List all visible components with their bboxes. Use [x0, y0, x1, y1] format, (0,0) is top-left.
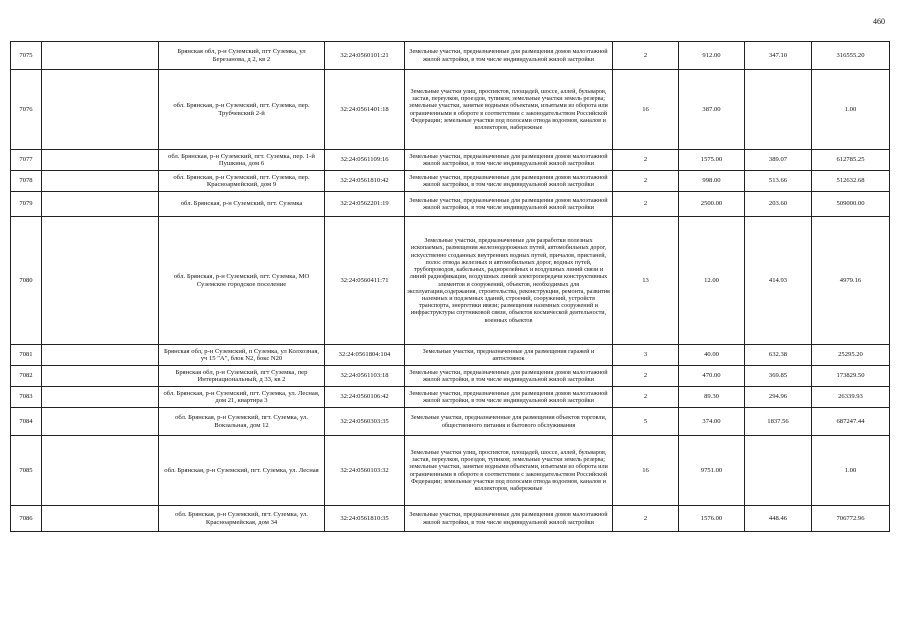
cadastral-number-cell: 32:24:0561109:16 [325, 150, 405, 171]
area-cell: 9751.00 [679, 436, 745, 506]
use-group-cell: 2 [613, 150, 679, 171]
cadastral-value-cell: 316555.20 [812, 42, 890, 70]
address-cell: обл. Брянская, р-н Суземский, пгт. Суземка [159, 192, 325, 217]
use-group-cell: 2 [613, 42, 679, 70]
address-cell: обл. Брянская, р-н Суземский, пгт. Суземка, пер. Красноармейский, дом 9 [159, 171, 325, 192]
table-row [11, 42, 890, 70]
cadastral-value-cell: 1.00 [812, 70, 890, 150]
use-group-cell: 5 [613, 408, 679, 436]
specific-value-cell: 203.60 [745, 192, 812, 217]
row-number: 7076 [11, 70, 42, 150]
specific-value-cell: 414.93 [745, 217, 812, 345]
specific-value-cell [745, 70, 812, 150]
land-use-cell: Земельные участки, предназначенные для разработки полезных ископаемых, размещения железнодорожных путей, автомобильных дорог, искусственно созданных внутренних водных путей, причалов, пристаней, полос отвода железных и автомобильных дорог, водных путей, трубопроводов, кабельных, радиорелейных и воздушных линий связи и линий радиофикации, воздушных линий электропередачи конструктивных элементов и сооружений, объектов, необходимых для эксплуатации,содержания, строительства, реконструкции, ремонта, развития наземных и подземных зданий, строений, сооружений, устройств транспорта, энергетики ивязи; размещения наземных сооружений и инфраструктуры спутниковой связи, объектов космической деятельности, военных объектов [405, 217, 613, 345]
row-number: 7077 [11, 150, 42, 171]
address-cell: обл. Брянская, р-н Суземский, пгт. Суземка, ул. Вокзальная, дом 12 [159, 408, 325, 436]
row-number: 7081 [11, 345, 42, 366]
row-number: 7080 [11, 217, 42, 345]
use-group-cell: 2 [613, 171, 679, 192]
address-cell: обл. Брянская, р-н Суземский, пгт. Суземка, МО Суземское городское поселение [159, 217, 325, 345]
table-row [11, 345, 890, 366]
address-cell: обл. Брянская, р-н Суземский, пгт. Суземка, ул. Лесная [159, 436, 325, 506]
land-use-cell: Земельные участки, предназначенные для размещения объектов торговли, общественного питания и бытового обслуживания [405, 408, 613, 436]
address-cell: обл. Брянская, р-н Суземский, пгт. Суземка, ул. Красноармейская, дом 34 [159, 506, 325, 532]
address-cell: обл. Брянская, р-н Суземский, пгт. Суземка, ул. Лесная, дом 21, квартира 3 [159, 387, 325, 408]
specific-value-cell: 513.66 [745, 171, 812, 192]
use-group-cell: 16 [613, 436, 679, 506]
table-row [11, 192, 890, 217]
address-cell: обл. Брянская, р-н Суземский, пгт. Суземка, пер. 1-й Пушкина, дом 6 [159, 150, 325, 171]
area-cell: 374.00 [679, 408, 745, 436]
use-group-cell: 16 [613, 70, 679, 150]
table-row [11, 150, 890, 171]
table-row [11, 387, 890, 408]
cadastral-number-cell: 32:24:0560106:42 [325, 387, 405, 408]
blank-cell [42, 150, 159, 171]
cadastral-number-cell: 32:24:0562201:19 [325, 192, 405, 217]
row-number: 7084 [11, 408, 42, 436]
use-group-cell: 3 [613, 345, 679, 366]
blank-cell [42, 366, 159, 387]
cadastral-number-cell: 32:24:0561401:18 [325, 70, 405, 150]
cadastral-number-cell: 32:24:0560101:21 [325, 42, 405, 70]
area-cell: 40.00 [679, 345, 745, 366]
land-use-cell: Земельные участки, предназначенные для размещения домов малоэтажной жилой застройки, в том числе индивидуальной жилой застройки [405, 366, 613, 387]
cadastral-number-cell: 32:24:0560303:35 [325, 408, 405, 436]
address-cell: Брянская обл, р-н Суземский, пгт Суземка, пер Интернациональный, д 33, кв 2 [159, 366, 325, 387]
land-use-cell: Земельные участки, предназначенные для размещения гаражей и автостоянок [405, 345, 613, 366]
cadastral-number-cell: 32:24:0560411:71 [325, 217, 405, 345]
blank-cell [42, 192, 159, 217]
cadastral-value-cell: 26339.93 [812, 387, 890, 408]
specific-value-cell: 347.10 [745, 42, 812, 70]
table-row [11, 171, 890, 192]
area-cell: 1575.00 [679, 150, 745, 171]
blank-cell [42, 506, 159, 532]
blank-cell [42, 217, 159, 345]
area-cell: 998.00 [679, 171, 745, 192]
cadastral-value-cell: 509000.00 [812, 192, 890, 217]
area-cell: 89.30 [679, 387, 745, 408]
use-group-cell: 2 [613, 387, 679, 408]
row-number: 7075 [11, 42, 42, 70]
row-number: 7085 [11, 436, 42, 506]
blank-cell [42, 42, 159, 70]
specific-value-cell: 1837.56 [745, 408, 812, 436]
cadastral-value-cell: 687247.44 [812, 408, 890, 436]
row-number: 7083 [11, 387, 42, 408]
table-row [11, 366, 890, 387]
blank-cell [42, 408, 159, 436]
page-number: 460 [873, 17, 885, 26]
specific-value-cell: 294.96 [745, 387, 812, 408]
cadastral-number-cell: 32:24:0561810:35 [325, 506, 405, 532]
row-number: 7079 [11, 192, 42, 217]
address-cell: обл. Брянская, р-н Суземский, пгт. Суземка, пер. Трубчевский 2-й [159, 70, 325, 150]
land-use-cell: Земельные участки, предназначенные для размещения домов малоэтажной жилой застройки, в том числе индивидуальной жилой застройки [405, 171, 613, 192]
specific-value-cell: 448.46 [745, 506, 812, 532]
specific-value-cell: 389.07 [745, 150, 812, 171]
cadastral-number-cell: 32:24:0561804:104 [325, 345, 405, 366]
use-group-cell: 13 [613, 217, 679, 345]
table-row [11, 217, 890, 345]
use-group-cell: 2 [613, 506, 679, 532]
specific-value-cell: 632.38 [745, 345, 812, 366]
area-cell: 12.00 [679, 217, 745, 345]
row-number: 7082 [11, 366, 42, 387]
blank-cell [42, 436, 159, 506]
blank-cell [42, 387, 159, 408]
blank-cell [42, 70, 159, 150]
cadastral-value-cell: 706772.96 [812, 506, 890, 532]
blank-cell [42, 345, 159, 366]
land-use-cell: Земельные участки, предназначенные для размещения домов малоэтажной жилой застройки, в том числе индивидуальной жилой застройки [405, 150, 613, 171]
land-use-cell: Земельные участки, предназначенные для размещения домов малоэтажной жилой застройки, в том числе индивидуальной жилой застройки [405, 506, 613, 532]
cadastral-value-cell: 25295.20 [812, 345, 890, 366]
row-number: 7086 [11, 506, 42, 532]
address-cell: Брянская обл, р-н Суземский, пгт Суземка, ул Березанова, д 2, кв 2 [159, 42, 325, 70]
cadastral-value-cell: 173829.50 [812, 366, 890, 387]
land-use-cell: Земельные участки улиц, проспектов, площадей, шоссе, аллей, бульваров, застав, переулков, проездов, тупиков; земельные участки земель резерва; земельные участки, занятые водными объектами, изъятыми из оборота или ограниченными в обороте в соответствии с законодательством Российской Федерации; земельные участки под полосами отвода водоемов, каналов и коллекторов, набережные [405, 70, 613, 150]
cadastral-number-cell: 32:24:0561810:42 [325, 171, 405, 192]
specific-value-cell [745, 436, 812, 506]
area-cell: 470.00 [679, 366, 745, 387]
land-use-cell: Земельные участки, предназначенные для размещения домов малоэтажной жилой застройки, в том числе индивидуальной жилой застройки [405, 42, 613, 70]
cadastral-value-table [10, 41, 890, 532]
cadastral-value-cell: 612785.25 [812, 150, 890, 171]
specific-value-cell: 369.85 [745, 366, 812, 387]
cadastral-number-cell: 32:24:0561103:18 [325, 366, 405, 387]
blank-cell [42, 171, 159, 192]
use-group-cell: 2 [613, 366, 679, 387]
use-group-cell: 2 [613, 192, 679, 217]
land-use-cell: Земельные участки, предназначенные для размещения домов малоэтажной жилой застройки, в том числе индивидуальной жилой застройки [405, 387, 613, 408]
table-row [11, 436, 890, 506]
cadastral-number-cell: 32:24:0560103:32 [325, 436, 405, 506]
table-row [11, 70, 890, 150]
row-number: 7078 [11, 171, 42, 192]
address-cell: Брянская обл, р-н Суземский, п Суземка, ул Колхозная, уч 15 "А", блок N2, бокс N20 [159, 345, 325, 366]
cadastral-value-cell: 4979.16 [812, 217, 890, 345]
area-cell: 2500.00 [679, 192, 745, 217]
area-cell: 1576.00 [679, 506, 745, 532]
table-row [11, 506, 890, 532]
cadastral-value-cell: 512632.68 [812, 171, 890, 192]
land-use-cell: Земельные участки, предназначенные для размещения домов малоэтажной жилой застройки, в том числе индивидуальной жилой застройки [405, 192, 613, 217]
area-cell: 387.00 [679, 70, 745, 150]
land-use-cell: Земельные участки улиц, проспектов, площадей, шоссе, аллей, бульваров, застав, переулков, проездов, тупиков; земельные участки земель резерва; земельные участки, занятые водными объектами, изъятыми из оборота или ограниченными в обороте в соответствии с законодательством Российской Федерации; земельные участки под полосами отвода водоемов, каналов и коллекторов, набережные [405, 436, 613, 506]
table-row [11, 408, 890, 436]
cadastral-value-cell: 1.00 [812, 436, 890, 506]
area-cell: 912.00 [679, 42, 745, 70]
